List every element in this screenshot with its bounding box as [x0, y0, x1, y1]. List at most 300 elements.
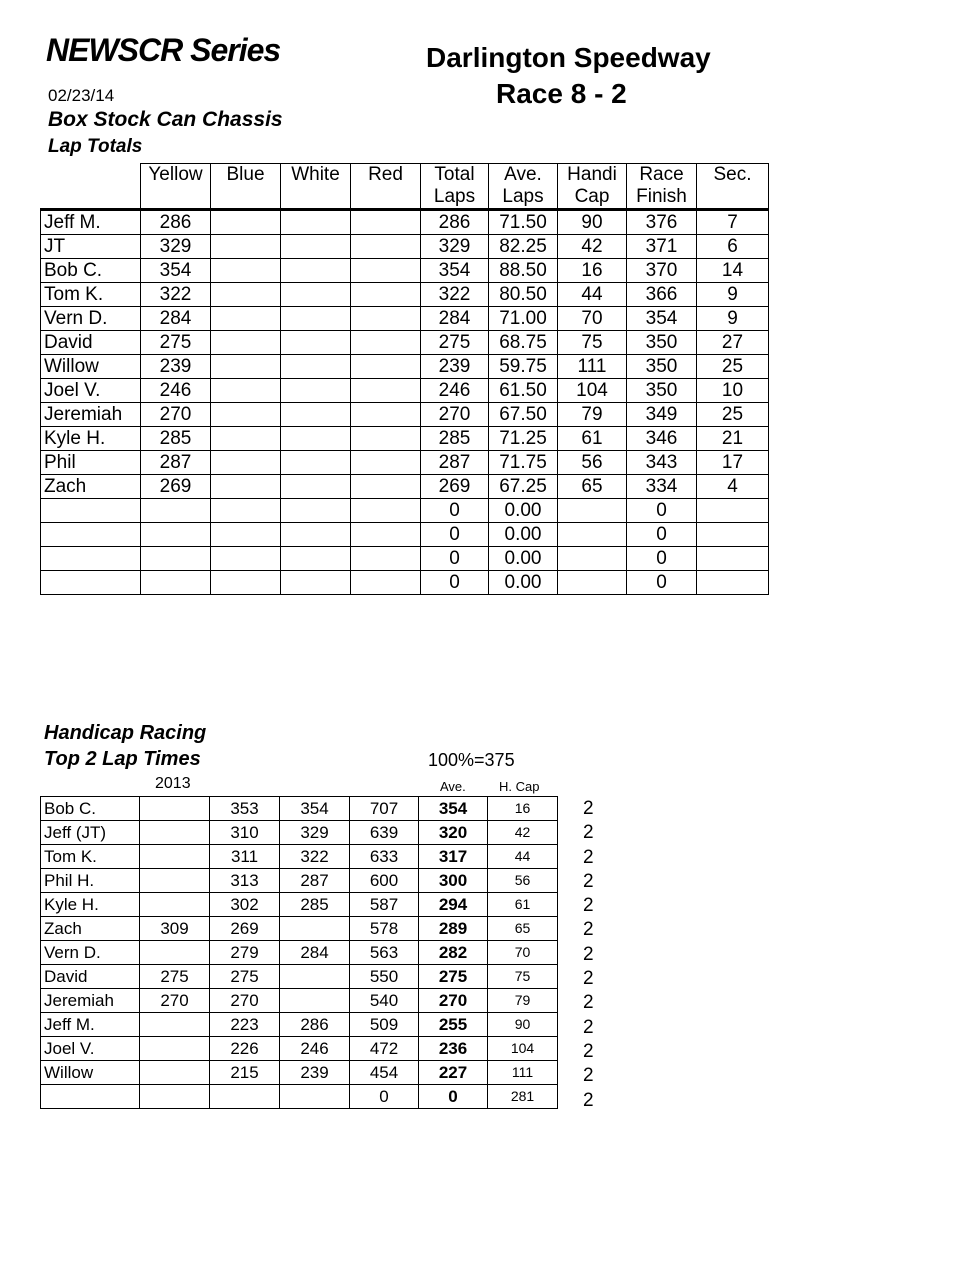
- cell-ave: 88.50: [489, 259, 558, 283]
- cell-t1: 275: [210, 965, 280, 989]
- cell-t2: 329: [280, 821, 350, 845]
- cell-yellow: [141, 547, 211, 571]
- cell-red: [351, 427, 421, 451]
- cell-t1: 353: [210, 797, 280, 821]
- col-header-line: Blue: [226, 164, 265, 185]
- cell-white: [281, 210, 351, 235]
- cell-yellow: 354: [141, 259, 211, 283]
- cell-name: Zach: [41, 917, 140, 941]
- table-row: [41, 941, 558, 965]
- cell-sec: 21: [697, 427, 769, 451]
- cell-red: [351, 307, 421, 331]
- cell-total: 322: [421, 283, 489, 307]
- col-header: [281, 164, 351, 210]
- cell-white: [281, 499, 351, 523]
- cell-handicap: 16: [558, 259, 627, 283]
- cell-white: [281, 259, 351, 283]
- cell-total: 275: [421, 331, 489, 355]
- cell-y2013: 275: [140, 965, 210, 989]
- cell-ave: 255: [419, 1013, 488, 1037]
- cell-handicap: 61: [558, 427, 627, 451]
- col-header: [697, 164, 769, 210]
- cell-hcap: 42: [488, 821, 558, 845]
- cell-yellow: 322: [141, 283, 211, 307]
- cell-name: David: [41, 331, 141, 355]
- cell-sec: 25: [697, 403, 769, 427]
- table-row: [41, 869, 558, 893]
- col-header: [141, 164, 211, 210]
- cell-yellow: [141, 571, 211, 595]
- cell-t2: [280, 965, 350, 989]
- table-row: [41, 1085, 558, 1109]
- cell-yellow: 269: [141, 475, 211, 499]
- cell-sec: 10: [697, 379, 769, 403]
- table-row: [41, 499, 769, 523]
- cell-t2: 284: [280, 941, 350, 965]
- cell-yellow: 286: [141, 210, 211, 235]
- cell-t1: 270: [210, 989, 280, 1013]
- cell-sec: [697, 571, 769, 595]
- cell-ave: 320: [419, 821, 488, 845]
- cell-t2: 354: [280, 797, 350, 821]
- cell-white: [281, 571, 351, 595]
- cell-y2013: [140, 941, 210, 965]
- cell-name: Joel V.: [41, 379, 141, 403]
- cell-white: [281, 475, 351, 499]
- cell-white: [281, 427, 351, 451]
- cell-name: Phil H.: [41, 869, 140, 893]
- handicap-subtitle: Top 2 Lap Times: [44, 748, 201, 770]
- cell-name: Bob C.: [41, 797, 140, 821]
- cell-y2013: [140, 1085, 210, 1109]
- cell-yellow: 270: [141, 403, 211, 427]
- cell-finish: 350: [627, 379, 697, 403]
- cell-total: 246: [421, 379, 489, 403]
- cell-total: 239: [421, 355, 489, 379]
- cell-hcap: 70: [488, 941, 558, 965]
- cell-red: [351, 475, 421, 499]
- cell-yellow: 246: [141, 379, 211, 403]
- cell-handicap: 111: [558, 355, 627, 379]
- cell-ave: 236: [419, 1037, 488, 1061]
- cell-hcap: 16: [488, 797, 558, 821]
- table-row: [41, 235, 769, 259]
- cell-t2: [280, 989, 350, 1013]
- cell-yellow: 284: [141, 307, 211, 331]
- cell-ave: 0.00: [489, 547, 558, 571]
- table-row: [41, 821, 558, 845]
- cell-red: [351, 355, 421, 379]
- cell-ave: 67.25: [489, 475, 558, 499]
- cell-ave: 0: [419, 1085, 488, 1109]
- cell-t1: 279: [210, 941, 280, 965]
- cell-name: Jeremiah: [41, 989, 140, 1013]
- cell-name: [41, 1085, 140, 1109]
- cell-ave: 67.50: [489, 403, 558, 427]
- table-row: [41, 379, 769, 403]
- cell-ave: 0.00: [489, 523, 558, 547]
- cell-blue: [211, 523, 281, 547]
- col-header: [489, 164, 558, 210]
- cell-name: Kyle H.: [41, 427, 141, 451]
- cell-y2013: [140, 845, 210, 869]
- table-row: [41, 403, 769, 427]
- cell-handicap: [558, 547, 627, 571]
- col-header-line: Total: [434, 164, 475, 185]
- cell-ave: 270: [419, 989, 488, 1013]
- cell-total: 354: [421, 259, 489, 283]
- cell-white: [281, 523, 351, 547]
- cell-hcap: 90: [488, 1013, 558, 1037]
- cell-white: [281, 307, 351, 331]
- cell-t2: 239: [280, 1061, 350, 1085]
- cell-name: [41, 499, 141, 523]
- cell-sum: 633: [350, 845, 419, 869]
- cell-total: 0: [421, 571, 489, 595]
- cell-total: 0: [421, 547, 489, 571]
- col-header-line: Finish: [636, 186, 687, 207]
- cell-t2: 286: [280, 1013, 350, 1037]
- cell-blue: [211, 210, 281, 235]
- race-count: 2: [583, 798, 594, 819]
- cell-sum: 540: [350, 989, 419, 1013]
- cell-finish: 0: [627, 499, 697, 523]
- col-header: [421, 164, 489, 210]
- cell-finish: 350: [627, 331, 697, 355]
- col-header-line: Laps: [502, 186, 544, 207]
- cell-sec: 9: [697, 307, 769, 331]
- cell-total: 286: [421, 210, 489, 235]
- race-title: Race 8 - 2: [496, 78, 627, 109]
- cell-y2013: 270: [140, 989, 210, 1013]
- col-header: [351, 164, 421, 210]
- race-count: 2: [583, 943, 594, 965]
- cell-blue: [211, 235, 281, 259]
- cell-finish: 376: [627, 210, 697, 235]
- cell-name: [41, 523, 141, 547]
- cell-name: Jeff (JT): [41, 821, 140, 845]
- cell-white: [281, 331, 351, 355]
- class-title: Box Stock Can Chassis: [48, 108, 283, 131]
- cell-handicap: 42: [558, 235, 627, 259]
- cell-sec: 27: [697, 331, 769, 355]
- cell-sum: 563: [350, 941, 419, 965]
- race-count: 2: [583, 1040, 594, 1062]
- cell-name: Willow: [41, 355, 141, 379]
- cell-name: Tom K.: [41, 845, 140, 869]
- cell-y2013: 309: [140, 917, 210, 941]
- cell-sec: [697, 499, 769, 523]
- cell-name: Vern D.: [41, 941, 140, 965]
- lap-totals-table: [40, 163, 769, 595]
- table-row: [41, 283, 769, 307]
- cell-hcap: 75: [488, 965, 558, 989]
- cell-white: [281, 451, 351, 475]
- cell-hcap: 281: [488, 1085, 558, 1109]
- table-row: [41, 427, 769, 451]
- cell-sum: 550: [350, 965, 419, 989]
- cell-yellow: 287: [141, 451, 211, 475]
- cell-handicap: 79: [558, 403, 627, 427]
- cell-hcap: 56: [488, 869, 558, 893]
- table-row: [41, 845, 558, 869]
- table-row: [41, 210, 769, 235]
- cell-ave: 82.25: [489, 235, 558, 259]
- cell-total: 284: [421, 307, 489, 331]
- table-row: [41, 989, 558, 1013]
- col-header-line: Race: [639, 164, 684, 185]
- cell-white: [281, 283, 351, 307]
- cell-sum: 0: [350, 1085, 419, 1109]
- col-header-line: Yellow: [148, 164, 203, 185]
- table-row: [41, 1061, 558, 1085]
- cell-blue: [211, 259, 281, 283]
- table-row: [41, 1013, 558, 1037]
- cell-ave: 227: [419, 1061, 488, 1085]
- cell-ave: 300: [419, 869, 488, 893]
- col-header: [627, 164, 697, 210]
- cell-yellow: 239: [141, 355, 211, 379]
- cell-hcap: 61: [488, 893, 558, 917]
- cell-finish: 366: [627, 283, 697, 307]
- cell-hcap: 104: [488, 1037, 558, 1061]
- table-row: [41, 451, 769, 475]
- cell-name: Tom K.: [41, 283, 141, 307]
- handicap-title: Handicap Racing: [44, 722, 207, 744]
- cell-t2: 246: [280, 1037, 350, 1061]
- cell-finish: 350: [627, 355, 697, 379]
- cell-name: Joel V.: [41, 1037, 140, 1061]
- cell-t1: 311: [210, 845, 280, 869]
- race-count: 2: [583, 1089, 594, 1111]
- cell-red: [351, 403, 421, 427]
- cell-blue: [211, 451, 281, 475]
- race-count: 2: [583, 1016, 594, 1038]
- header-blank: [41, 164, 141, 210]
- cell-ave: 71.00: [489, 307, 558, 331]
- cell-name: Kyle H.: [41, 893, 140, 917]
- cell-name: Vern D.: [41, 307, 141, 331]
- cell-total: 0: [421, 523, 489, 547]
- cell-t2: 285: [280, 893, 350, 917]
- cell-t2: [280, 917, 350, 941]
- race-date: 02/23/14: [48, 86, 115, 105]
- cell-sum: 578: [350, 917, 419, 941]
- col-header-line: White: [291, 164, 340, 185]
- cell-white: [281, 355, 351, 379]
- cell-ave: 354: [419, 797, 488, 821]
- cell-name: Willow: [41, 1061, 140, 1085]
- cell-t2: 322: [280, 845, 350, 869]
- cell-finish: 371: [627, 235, 697, 259]
- cell-t1: [210, 1085, 280, 1109]
- cell-handicap: [558, 523, 627, 547]
- cell-name: Jeremiah: [41, 403, 141, 427]
- cell-y2013: [140, 1061, 210, 1085]
- cell-ave: 61.50: [489, 379, 558, 403]
- handicap-baseline: 100%=375: [428, 750, 515, 770]
- cell-name: [41, 571, 141, 595]
- cell-red: [351, 523, 421, 547]
- cell-total: 269: [421, 475, 489, 499]
- cell-t2: [280, 1085, 350, 1109]
- cell-sec: 17: [697, 451, 769, 475]
- cell-hcap: 44: [488, 845, 558, 869]
- cell-ave: 71.75: [489, 451, 558, 475]
- cell-ave: 59.75: [489, 355, 558, 379]
- cell-blue: [211, 571, 281, 595]
- cell-y2013: [140, 821, 210, 845]
- col-header-line: Ave.: [504, 164, 542, 185]
- cell-name: Jeff M.: [41, 210, 141, 235]
- cell-y2013: [140, 1013, 210, 1037]
- cell-ave: 289: [419, 917, 488, 941]
- cell-white: [281, 403, 351, 427]
- cell-sec: 9: [697, 283, 769, 307]
- ave-label: Ave.: [440, 779, 466, 794]
- cell-yellow: 285: [141, 427, 211, 451]
- cell-yellow: [141, 499, 211, 523]
- race-count: 2: [583, 895, 594, 917]
- cell-name: David: [41, 965, 140, 989]
- cell-y2013: [140, 797, 210, 821]
- cell-hcap: 111: [488, 1061, 558, 1085]
- cell-finish: 354: [627, 307, 697, 331]
- race-count: 2: [583, 822, 594, 844]
- cell-blue: [211, 547, 281, 571]
- cell-ave: 0.00: [489, 571, 558, 595]
- cell-handicap: 90: [558, 210, 627, 235]
- cell-sec: 7: [697, 210, 769, 235]
- race-count: 2: [583, 1065, 594, 1087]
- table-row: [41, 917, 558, 941]
- series-title: NEWSCR Series: [46, 32, 281, 68]
- cell-red: [351, 210, 421, 235]
- cell-ave: 282: [419, 941, 488, 965]
- table-row: [41, 475, 769, 499]
- cell-t1: 313: [210, 869, 280, 893]
- cell-ave: 68.75: [489, 331, 558, 355]
- race-count-column: [583, 797, 594, 1113]
- cell-ave: 71.50: [489, 210, 558, 235]
- cell-total: 285: [421, 427, 489, 451]
- cell-sum: 639: [350, 821, 419, 845]
- cell-finish: 349: [627, 403, 697, 427]
- cell-sum: 472: [350, 1037, 419, 1061]
- race-count: 2: [583, 919, 594, 941]
- cell-red: [351, 235, 421, 259]
- col-header-line: Sec.: [713, 164, 752, 185]
- cell-white: [281, 235, 351, 259]
- cell-white: [281, 379, 351, 403]
- cell-red: [351, 571, 421, 595]
- cell-red: [351, 379, 421, 403]
- cell-blue: [211, 403, 281, 427]
- cell-handicap: [558, 571, 627, 595]
- cell-t1: 226: [210, 1037, 280, 1061]
- cell-yellow: 275: [141, 331, 211, 355]
- table-row: [41, 965, 558, 989]
- race-count: 2: [583, 870, 594, 892]
- section-title: Lap Totals: [48, 136, 143, 157]
- table-row: [41, 547, 769, 571]
- cell-sum: 707: [350, 797, 419, 821]
- cell-name: Phil: [41, 451, 141, 475]
- cell-blue: [211, 379, 281, 403]
- cell-name: Bob C.: [41, 259, 141, 283]
- col-header-line: Red: [368, 164, 403, 185]
- cell-handicap: 75: [558, 331, 627, 355]
- cell-blue: [211, 355, 281, 379]
- cell-ave: 275: [419, 965, 488, 989]
- cell-sec: [697, 523, 769, 547]
- col-header: [558, 164, 627, 210]
- cell-blue: [211, 331, 281, 355]
- cell-sec: 14: [697, 259, 769, 283]
- race-count: 2: [583, 846, 594, 868]
- cell-y2013: [140, 1037, 210, 1061]
- table-row: [41, 523, 769, 547]
- cell-total: 287: [421, 451, 489, 475]
- lap-table-header: [41, 164, 769, 210]
- cell-hcap: 79: [488, 989, 558, 1013]
- cell-t2: 287: [280, 869, 350, 893]
- cell-sum: 587: [350, 893, 419, 917]
- table-row: [41, 355, 769, 379]
- cell-red: [351, 259, 421, 283]
- cell-red: [351, 499, 421, 523]
- col-header-line: Handi: [567, 164, 617, 185]
- cell-sec: 6: [697, 235, 769, 259]
- year-label: 2013: [155, 775, 191, 792]
- cell-handicap: 104: [558, 379, 627, 403]
- cell-handicap: 56: [558, 451, 627, 475]
- cell-blue: [211, 499, 281, 523]
- cell-sec: 25: [697, 355, 769, 379]
- table-row: [41, 307, 769, 331]
- cell-ave: 80.50: [489, 283, 558, 307]
- race-count: 2: [583, 968, 594, 990]
- cell-sum: 509: [350, 1013, 419, 1037]
- cell-white: [281, 547, 351, 571]
- cell-finish: 334: [627, 475, 697, 499]
- cell-finish: 0: [627, 523, 697, 547]
- cell-red: [351, 547, 421, 571]
- cell-blue: [211, 475, 281, 499]
- cell-finish: 346: [627, 427, 697, 451]
- cell-ave: 71.25: [489, 427, 558, 451]
- cell-y2013: [140, 893, 210, 917]
- cell-red: [351, 451, 421, 475]
- cell-finish: 343: [627, 451, 697, 475]
- col-header-line: Cap: [574, 186, 610, 207]
- venue-title: Darlington Speedway: [426, 42, 711, 73]
- cell-finish: 370: [627, 259, 697, 283]
- cell-blue: [211, 427, 281, 451]
- col-header: [211, 164, 281, 210]
- cell-blue: [211, 307, 281, 331]
- cell-t1: 223: [210, 1013, 280, 1037]
- race-count: 2: [583, 992, 594, 1014]
- cell-t1: 215: [210, 1061, 280, 1085]
- cell-finish: 0: [627, 547, 697, 571]
- cell-red: [351, 283, 421, 307]
- handicap-table: [40, 796, 558, 1109]
- cell-yellow: [141, 523, 211, 547]
- cell-total: 0: [421, 499, 489, 523]
- cell-total: 270: [421, 403, 489, 427]
- col-header-line: Laps: [433, 186, 476, 207]
